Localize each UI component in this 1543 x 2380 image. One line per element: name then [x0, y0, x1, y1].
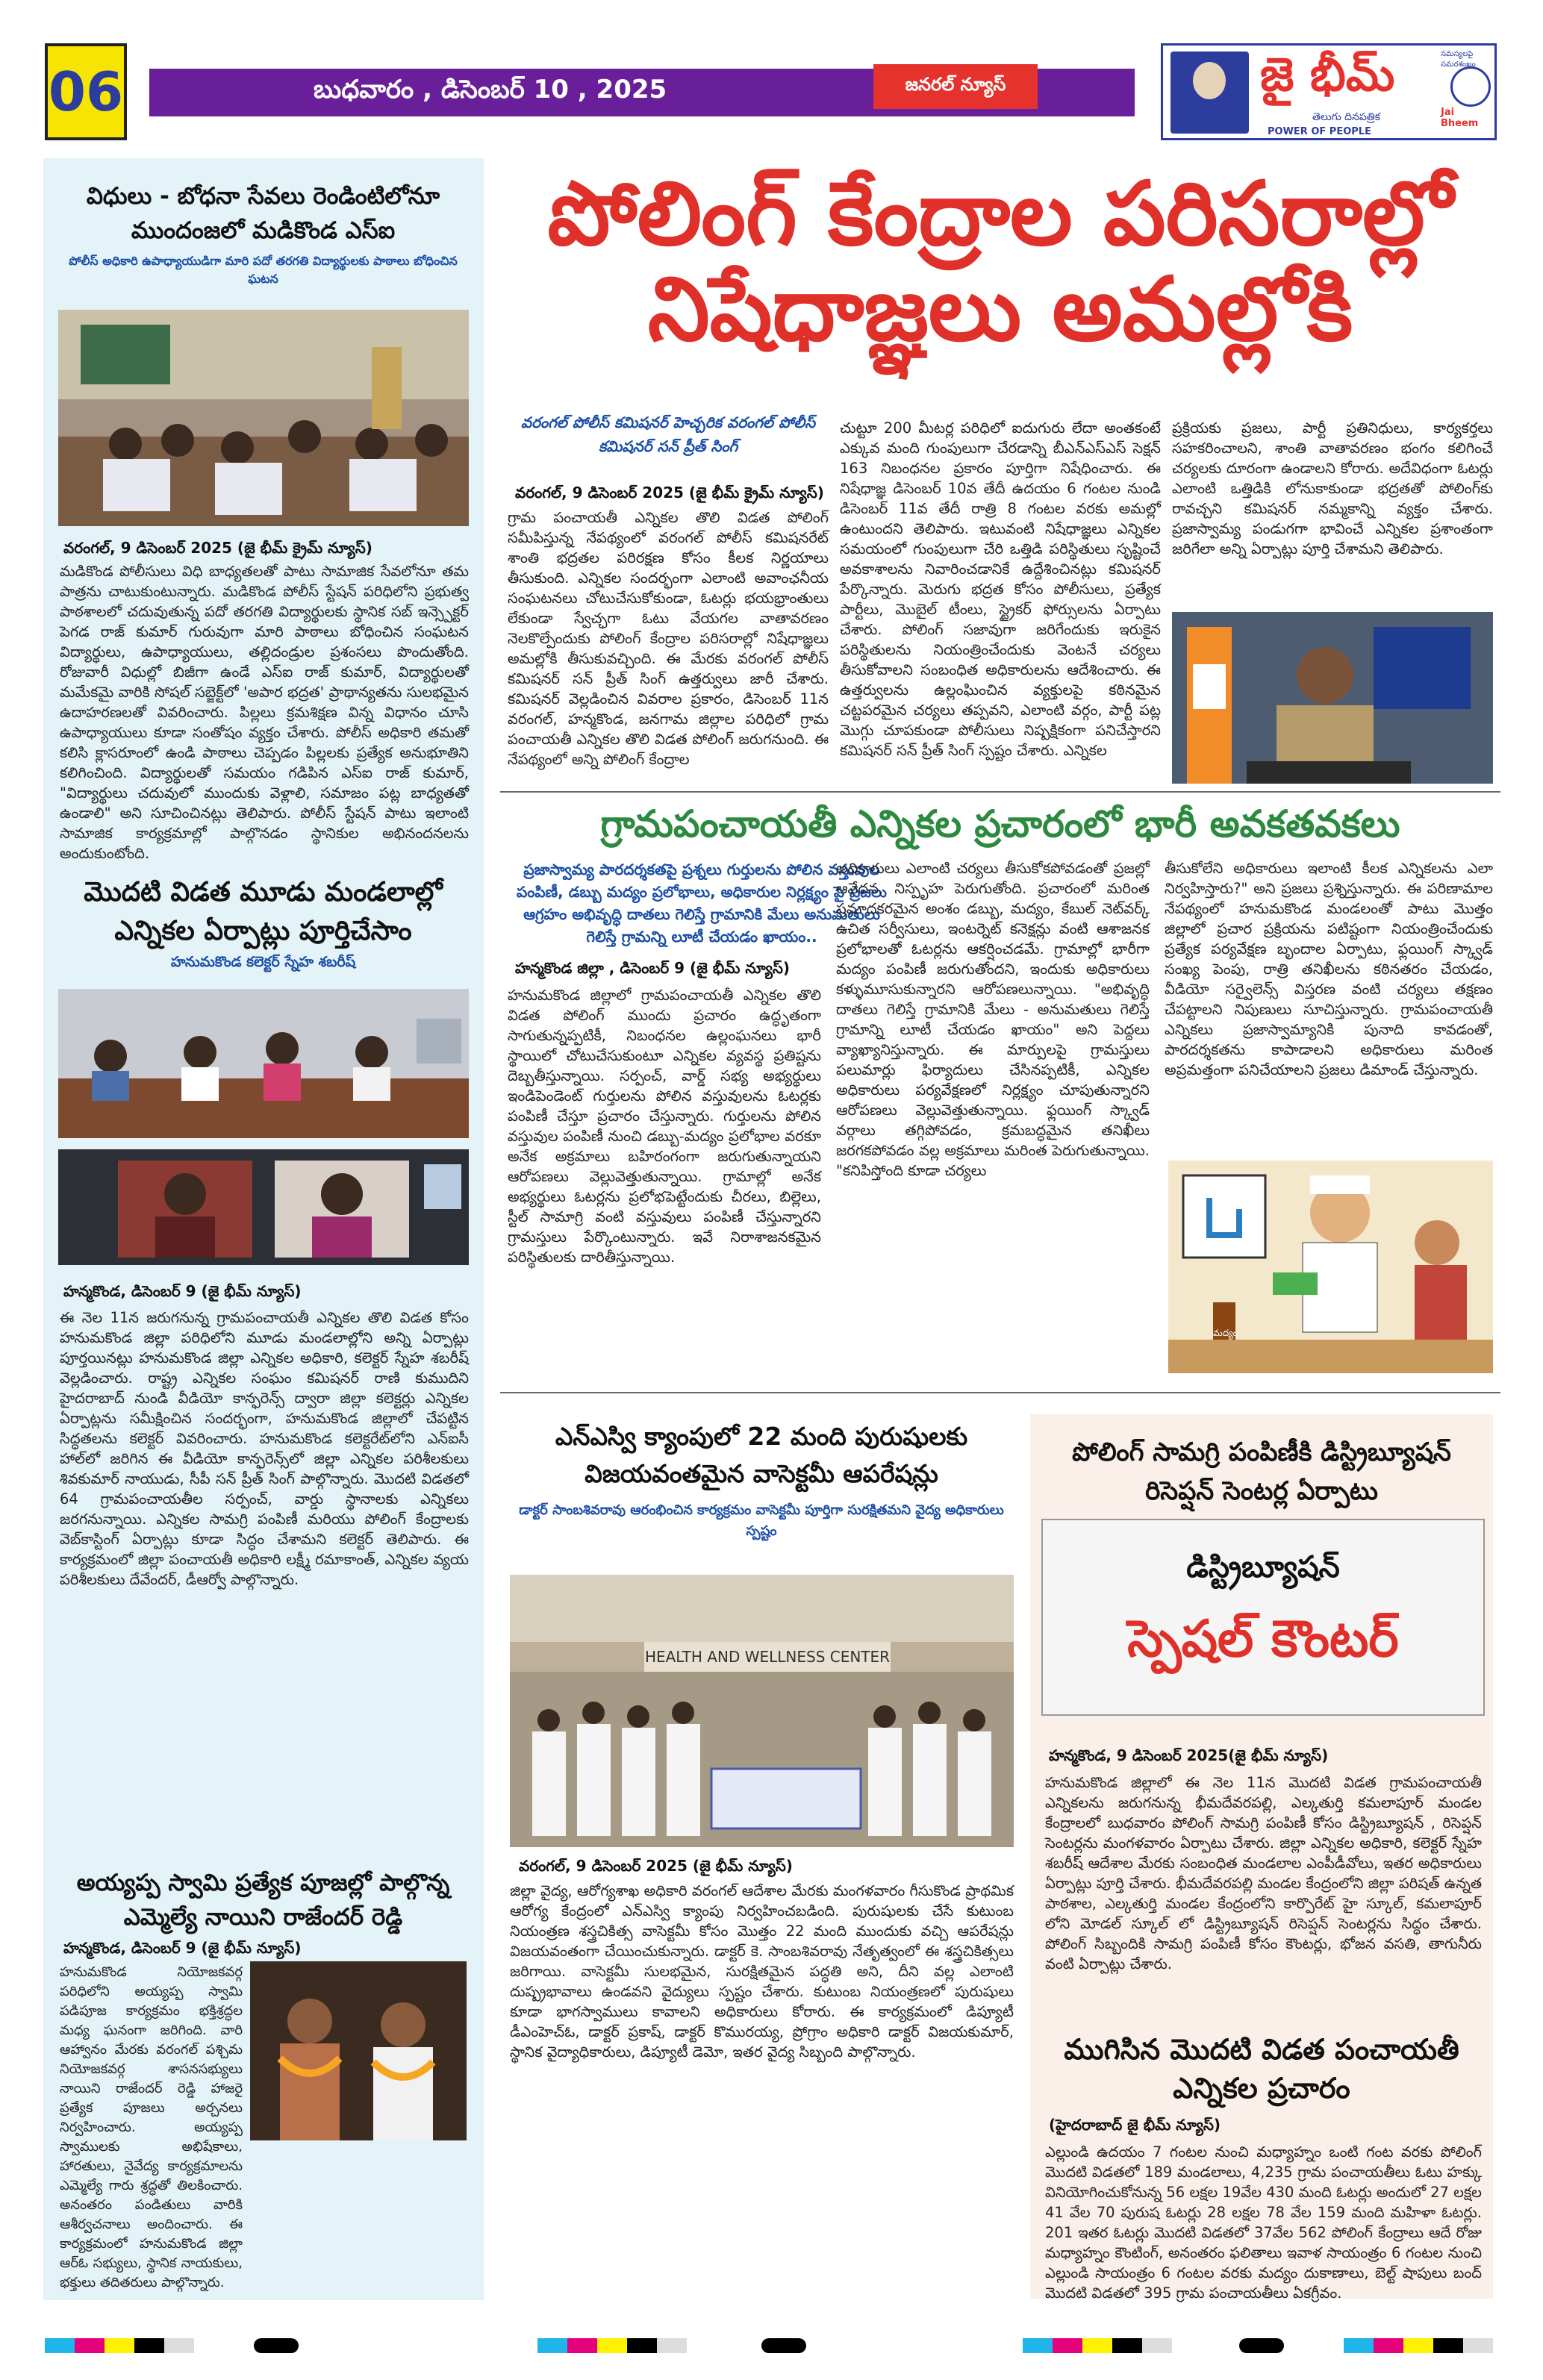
story2-dateline: హన్మకొండ జిల్లా , డిసెంబర్ 9 (జై భీమ్ న్యూస్)	[515, 959, 791, 977]
logo-brand: Jai Bheem	[1441, 107, 1479, 129]
ambedkar-portrait-icon	[1171, 51, 1249, 134]
logo-small-text: సమస్యలపై సమరశంఖం	[1441, 50, 1476, 69]
s1-body: మడికొండ పోలీసులు విధి బాధ్యతలతో పాటు సామాజిక సేవలోనూ తమ పాత్రను చాటుకుంటున్నారు. మడికొండ పోలీస్ స్టేషన్ పరిధిలోని ప్రభుత్వ పాఠశాలలో చదువుతున్న పదో తరగతి విద్యార్థులకు స్థానిక సబ్ ఇన్స్పెక్టర్ పెగడ రాజ్ కుమార్ గురువుగా మారి పాఠాలు బోధించిన సంఘటన విద్యార్థులు, ఉపాధ్యాయులు, తల్లిదండ్రుల ప్రశంసలు పొందుతోంది. రోజువారీ విధుల్లో బిజీగా ఉండే ఎస్ఐ రాజ్ కుమార్, విద్యార్థులతో మమేకమై వారికి సోషల్ సబ్జెక్ట్‌లో 'అపార భద్రత' ప్రాథాన్యతను సులభమైన ఉదాహరణలతో వివరించారు. పిల్లలు క్రమశిక్షణ విన్న విధానం చూసి ఉపాధ్యాయులు కూడా సంతోషం వ్యక్తం చేశారు. పోలీస్ అధికారి తమతో కలిసి క్లాసరూంలో ఉండి పాఠాలు చెప్పడం పిల్లలకు ప్రత్యేక అనుభూతిని కలిగించింది. విద్యార్థులతో సమయం గడిపిన ఎస్ఐ రాజ్ కుమార్, "విద్యార్థులు చదువులో ముందుకు వెళ్లాలి, సమాజం పట్ల బాధ్యతతో ఉండాలి" అని సూచించినట్లు తెలిపారు. పోలీస్ స్టేషన్ పాటు ఇలాంటి సామాజిక కార్యక్రమాల్లో పాల్గొనడం స్థానికుల అభినందనలను అందుకుంటోంది.	[60, 563, 469, 862]
election-cartoon-illustration	[1168, 1161, 1493, 1373]
special-counter-photo	[1041, 1519, 1485, 1716]
divider-1	[500, 791, 1500, 793]
s1-subheadline: పోలీస్ అధికారి ఉపాధ్యాయుడిగా మారి పదో తరగతి విద్యార్థులకు పాఠాలు బోధించిన ఘటన	[69, 254, 458, 286]
story3-headline: ఎన్ఎస్వి క్యాంపులో 22 మంది పురుషులకు విజయవంతమైన వాసెక్టమీ ఆపరేషన్లు	[555, 1422, 968, 1488]
video-conference-photo	[58, 1149, 469, 1265]
meeting-photo	[58, 989, 469, 1138]
pooja-illustration	[250, 1961, 467, 2140]
page-number: 06	[45, 43, 127, 140]
emblem-icon	[1450, 66, 1491, 107]
s3-headline: అయ్యప్ప స్వామి ప్రత్యేక పూజల్లో పాల్గొన్న ఎమ్మెల్యే నాయిని రాజేందర్ రెడ్డి	[76, 1870, 450, 1931]
story2-col2: అధికారులు ఎలాంటి చర్యలు తీసుకోకపోవడంతో ప్రజల్లో ఆవేదన, నిస్పృహ పెరుగుతోంది. ప్రచారంలో మరింత ప్రమాదకరమైన అంశం డబ్బు, మద్యం, కేబుల్ నెట్‌వర్క్ ఉచిత సర్వీసులు, ఇంటర్నెట్ కనెక్షన్లు వంటి ఆశాజనక ప్రలోభాలతో ఓటర్లను ఆకర్షించడమే. గ్రామాల్లో భారీగా మద్యం పంపిణీ జరుగుతోందని, ఇందుకు అధికారులు కళ్ళుమూసుకున్నారని ఆరోపణలున్నాయి. "అభివృద్ధి దాతలు గెలిస్తే గ్రామానికి మేలు - అనుమతులు గెలిస్తే గ్రామాన్ని లూటీ చేయడం ఖాయం" అని పెద్దలు వ్యాఖ్యానిస్తున్నారు. ఈ మార్పులపై గ్రామస్తులు పలుమార్లు ఫిర్యాదులు చేసినప్పటికీ, ఎన్నికల అధికారులు పర్యవేక్షణలో నిర్లక్ష్యం చూపుతున్నారని ఆరోపణలు వెల్లువెత్తుతున్నాయి. ఫ్లయింగ్ స్క్వాడ్ వర్గాలు తగ్గిపోవడం, క్రమబద్ధమైన తనిఖీలు జరగకపోవడం వల్ల అక్రమాలు మరింత పెరుగుతున్నాయి. "కనిపిస్తోంది కూడా చర్యలు	[836, 860, 1150, 1179]
color-bar-left	[45, 2338, 194, 2353]
bottle-label: మద్యం	[1213, 1328, 1238, 1338]
banner-main-text: స్పెషల్ కౌంటర్	[1127, 1610, 1399, 1669]
story3-body: జిల్లా వైద్య, ఆరోగ్యశాఖ అధికారి వరంగల్ ఆదేశాల మేరకు మంగళవారం గీసుకొండ ప్రాథమిక ఆరోగ్య కేంద్రంలో ఎన్ఎస్వి క్యాంపు నిర్వహించబడింది. పురుషులకు చేసే కుటుంబ నియంత్రణ శస్త్రచికిత్స వాసెక్టమీ కోసం మొత్తం 22 మంది ముందుకు వచ్చి ఆపరేషన్లు విజయవంతంగా చేయించుకున్నారు. డాక్టర్ కె. సాంబశివరావు నేతృత్వంలో ఈ శస్త్రచికిత్సలు జరిగాయి. వాసెక్టమీ సులభమైన, సురక్షితమైన పద్ధతి అని, దీని వల్ల ఎలాంటి దుష్ప్రభావాలు ఉండవని వైద్యులు స్పష్టం చేశారు. కుటుంబ నియంత్రణలో పురుషులు కూడా భాగస్వాములు కావాలని అధికారులు కోరారు. ఈ కార్యక్రమంలో డిప్యూటీ డీఎంహెచ్ఓ, డాక్టర్ ప్రకాష్, డాక్టర్ కొమురయ్య, ప్రోగ్రాం అధికారి డాక్టర్ విజయకుమార్, స్థానిక వైద్యాధికారులు, డిప్యూటీ డెమో, ఇతర వైద్య సిబ్బంది పాల్గొన్నారు.	[510, 1882, 1014, 2061]
story5-body: ఎల్లుండి ఉదయం 7 గంటల నుంచి మధ్యాహ్నం ఒంటి గంట వరకు పోలింగ్ మొదటి విడతలో 189 మండలాలు, 4,235 గ్రామ పంచాయతీలు ఓటు హక్కు వినియోగించుకోనున్న 56 లక్షల 19వేల 430 మంది ఓటర్లు అందులో 27 లక్షల 41 వేల 70 పురుష ఓటర్లు 28 లక్షల 78 వేల 159 మంది మహిళా ఓటర్లు. 201 ఇతర ఓటర్లు మొదటి విడతలో 37వేల 562 పోలింగ్ కేంద్రాలు ఆదే రోజు మధ్యాహ్నం కౌంటింగ్, అనంతరం ఫలితాలు ఇవాళ సాయంత్రం 6 గంటల నుంచి ఎల్లుండి సాయంత్రం 6 గంటల వరకు మద్యం దుకాణాలు, బెల్ట్ షాపులు బంద్ మొదటి విడతలో 395 గ్రామ పంచాయతీలు ఏకగ్రీవం.	[1045, 2143, 1482, 2302]
story4-headline: పోలింగ్ సామగ్రి పంపిణీకి డిస్ట్రిబ్యూషన్ రిసెప్షన్ సెంటర్ల ఏర్పాటు	[1072, 1437, 1451, 1506]
classroom-photo	[58, 310, 469, 526]
date-line: బుధవారం , డిసెంబర్ 10 , 2025	[314, 75, 667, 104]
meeting-illustration	[58, 989, 469, 1138]
logo-tagline: POWER OF PEOPLE	[1268, 126, 1371, 137]
story5-dateline: (హైదరాబాద్ జై భీమ్ న్యూస్)	[1049, 2116, 1221, 2134]
election-cartoon	[1168, 1161, 1493, 1373]
divider-2	[500, 1392, 1500, 1393]
registration-mark	[254, 2338, 299, 2353]
commissioner-illustration	[1172, 612, 1493, 784]
story2-headline: గ్రామపంచాయతీ ఎన్నికల ప్రచారంలో భారీ అవకతవకలు	[600, 802, 1400, 846]
main-col3: ప్రక్రియకు ప్రజలు, పార్టీ ప్రతినిధులు, కార్యకర్తలు సహకరించాలని, శాంతి వాతావరణం భంగం కలిగించే చర్యలకు దూరంగా ఉండాలని కోరారు. అదేవిధంగా ఓటర్లు ఎలాంటి ఒత్తిడికి లోనుకాకుండా భద్రతతో పోలింగ్‌కు రావచ్చని కమిషనర్ నమ్మకాన్ని వ్యక్తం చేశారు. ప్రజాస్వామ్య పండుగగా భావించే ఎన్నికల ప్రశాంతంగా జరిగేలా అన్ని ఏర్పాట్లు పూర్తి చేశామని తెలిపారు.	[1172, 419, 1493, 557]
story4-dateline: హన్మకొండ, 9 డిసెంబర్ 2025(జై భీమ్ న్యూస్)	[1049, 1746, 1329, 1764]
video-conference-illustration	[58, 1149, 469, 1265]
story5-headline: ముగిసిన మొదటి విడత పంచాయతీ ఎన్నికల ప్రచారం	[1064, 2033, 1459, 2105]
commissioner-photo	[1172, 612, 1493, 784]
main-col2: చుట్టూ 200 మీటర్ల పరిధిలో ఐదుగురు లేదా అంతకంటే ఎక్కువ మంది గుంపులుగా చేరడాన్ని బీఎన్ఎస్ఎస్ సెక్షన్ 163 నిబంధనల ప్రకారం పూర్తిగా నిషేధించారు. ఈ నిషేధాజ్ఞ డిసెంబర్ 10వ తేదీ ఉదయం 6 గంటల నుండి డిసెంబర్ 11వ తేదీ రాత్రి 8 గంటల వరకు అమల్లో ఉంటుందని తెలిపారు. ఇటువంటి నిషేధాజ్ఞలు ఎన్నికల సమయంలో గుంపులుగా చేరి ఒత్తిడి పరిస్థితులు సృష్టించే అవకాశాలను నివారించడానికే ఉద్దేశించినట్లు కమిషనర్ పేర్కొన్నారు. మెరుగు భద్రత కోసం పోలీసులు, ప్రత్యేక పార్టీలు, మొబైల్ టీంలు, స్ట్రైకర్ ఫోర్సులను ఏర్పాటు చేశారు. పోలింగ్ సజావుగా జరిగేందుకు ఇరుకైన పరిస్థితులను నియంత్రించేందుకు వెంటనే చర్యలు తీసుకోవాలని సంబంధిత అధికారులను ఆదేశించారు. ఈ ఉత్తర్వులను ఉల్లంఘించిన వ్యక్తులపై కఠినమైన చట్టపరమైన చర్యలు తప్పవని, ఎలాంటి వర్గం, పార్టీ పట్ల మొగ్గు చూపకుండా పోలీసులు నిష్పక్షికంగా పనిచేస్తారని కమిషనర్ సన్ ప్రీత్ సింగ్ స్పష్టం చేశారు. ఎన్నికల	[840, 419, 1161, 759]
section-tag: జనరల్ న్యూస్	[873, 64, 1038, 109]
main-subheadline: వరంగల్ పోలీస్ కమిషనర్ హెచ్చరిక వరంగల్ పోలీస్ కమిషనర్ సన్ ప్రీత్ సింగ్	[520, 413, 816, 455]
main-headline: పోలింగ్ కేంద్రాల పరిసరాల్లో నిషేధాజ్ఞలు అమల్లోకి	[547, 162, 1453, 360]
s2-subheadline: హనుమకొండ కలెక్టర్ స్నేహ శబరీష్	[170, 954, 356, 970]
s3-dateline: హన్మకొండ, డిసెంబర్ 9 (జై భీమ్ న్యూస్)	[63, 1939, 302, 1957]
registration-mark-2	[761, 2338, 806, 2353]
s1-dateline: వరంగల్, 9 డిసెంబర్ 2025 (జై భీమ్ క్రైమ్ న్యూస్)	[63, 539, 372, 557]
story3-dateline: వరంగల్, 9 డిసెంబర్ 2025 (జై భీమ్ న్యూస్)	[519, 1857, 793, 1875]
pooja-photo	[250, 1961, 467, 2140]
main-col1: గ్రామ పంచాయతీ ఎన్నికల తొలి విడత పోలింగ్ సమీపిస్తున్న నేపథ్యంలో వరంగల్ పోలీస్ కమిషనరేట్ శాంతి భద్రతల పరిరక్షణ కోసం కీలక నిర్ణయాలు తీసుకుంది. ఎన్నికల సందర్భంగా ఎలాంటి అవాంఛనీయ సంఘటనలు చోటుచేసుకోకుండా, ఓటర్లు భయభ్రాంతులు లేకుండా స్వేచ్ఛగా ఓటు వేయగల వాతావరణం నెలకొల్పేందుకు పోలింగ్ కేంద్రాల పరిసరాల్లో నిషేధాజ్ఞలు అమల్లోకి తీసుకువచ్చింది. ఈ మేరకు వరంగల్ పోలీస్ కమిషనర్ సన్ ప్రీత్ సింగ్ ఉత్తర్వులు జారీ చేశారు. కమిషనర్ వెల్లడించిన వివరాల ప్రకారం, డిసెంబర్ 11న వరంగల్, హన్మకొండ, జనగామ జిల్లాల పరిధిలో గ్రామ పంచాయతీ ఎన్నికల తొలి విడత పోలింగ్ జరుగనుంది. ఈ నేపథ్యంలో అన్ని పోలింగ్ కేంద్రాల	[508, 509, 829, 768]
story4-body: హనుమకొండ జిల్లాలో ఈ నెల 11న మొదటి విడత గ్రామపంచాయతీ ఎన్నికలను జరుగనున్న భీమదేవరపల్లి, ఎల్కతుర్తి కమలాపూర్ మండల కేంద్రాలలో బుధవారం పోలింగ్ సామగ్రి పంపిణీ కోసం డిస్ట్రిబ్యూషన్ , రిసెప్షన్ సెంటర్లను మంగళవారం ఏర్పాటు చేశారు. జిల్లా ఎన్నికల అధికారి, కలెక్టర్ స్నేహ శబరీష్ ఆదేశాల మేరకు సంబంధిత మండలాల ఎంపీడీవోలు, ఇతర అధికారులు ఏర్పాట్లు పూర్తి చేశారు. భీమదేవరపల్లి మండల కేంద్రంలోని జిల్లా పరిషత్ ఉన్నత పాఠశాల, ఎల్కతుర్తి మండల కేంద్రంలోని కార్పొరేట్ హై స్కూల్, కమలాపూర్ లోని మోడల్ స్కూల్ లో డిస్ట్రిబ్యూషన్ రిసెప్షన్ సెంటర్లను సిద్ధం చేశారు. పోలింగ్ సిబ్బందికి సామగ్రి పంపిణీ కోసం కౌంటర్లు, భోజన వసతి, తాగునీరు వంటి ఏర్పాట్లు చేశారు.	[1045, 1774, 1482, 1973]
color-bar-far-right	[1344, 2338, 1493, 2353]
story2-col1: హనుమకొండ జిల్లాలో గ్రామపంచాయతీ ఎన్నికల తొలి విడత పోలింగ్ ముందు ప్రచారం ఉద్ధృతంగా సాగుతున్నప్పటికీ, నిబంధనల ఉల్లంఘనలు భారీ స్థాయిలో చోటుచేసుకుంటూ ఎన్నికల వ్యవస్థ ప్రతిష్టను దెబ్బతీస్తున్నాయి. సర్పంచ్, వార్డ్ సభ్య అభ్యర్థులు ఇండిపెండెంట్ గుర్తులను పోలిన వస్తువులను ఓటర్లకు పంపిణీ చేస్తూ ప్రచారం చేస్తున్నారు. గుర్తులను పోలిన వస్తువుల పంపిణీ నుంచి డబ్బు-మద్యం ప్రలోభాల వరకూ అనేక అక్రమాలు బహిరంగంగా జరుగుతున్నాయని ఆరోపణలు వెల్లువెత్తుతున్నాయి. గ్రామాల్లో అనేక అభ్యర్థులు ఓటర్లను ప్రలోభపెట్టేందుకు చీరలు, బిల్లెలు, స్టీల్ సామాగ్రి వంటి వస్తువులు పంపిణీ చేస్తున్నారని గ్రామస్తులు పేర్కొంటున్నారు. ఇవే నిరాశాజనకమైన పరిస్థితులకు దారితీస్తున్నాయి.	[508, 987, 821, 1266]
main-dateline: వరంగల్, 9 డిసెంబర్ 2025 (జై భీమ్ క్రైమ్ న్యూస్)	[515, 484, 824, 502]
banner-top-text: డిస్ట్రిబ్యూషన్	[1186, 1550, 1340, 1584]
masthead-logo	[1161, 43, 1497, 140]
s2-headline: మొదటి విడత మూడు మండలాల్లో ఎన్నికల ఏర్పాట్లు పూర్తిచేసాం	[84, 877, 443, 946]
story3-subheadline: డాక్టర్ సాంబశివరావు ఆరంభించిన కార్యక్రమం వాసెక్టమీ పూర్తిగా సురక్షితమని వైద్య అధికారులు స్పష్టం	[519, 1502, 1004, 1539]
logo-subtitle: తెలుగు దినపత్రిక	[1312, 111, 1381, 123]
color-bar-center	[537, 2338, 687, 2353]
story2-col3: తీసుకోలేని అధికారులు ఇలాంటి కీలక ఎన్నికలను ఎలా నిర్వహిస్తారు?" అని ప్రజలు ప్రశ్నిస్తున్నారు. ఈ పరిణామాల నేపథ్యంలో హనుమకొండ మండలంతో పాటు మొత్తం జిల్లాలో ప్రచార ప్రక్రియను పటిష్టంగా నియంత్రించేందుకు ప్రత్యేక పర్యవేక్షణ బృందాల ఏర్పాటు, ఫ్లయింగ్ స్క్వాడ్ సంఖ్య పెంపు, రాత్రి తనిఖీలను కఠినతరం చేయడం, వీడియో సర్వైలెన్స్ విస్తరణ వంటి చర్యలు తక్షణం చేపట్టాలని నిపుణులు సూచిస్తున్నారు. గ్రామపంచాయతీ ఎన్నికలు ప్రజాస్వామ్యానికి పునాది కావడంతో, పారదర్శకతను కాపాడాలని అధికారులు మరింత అప్రమత్తంగా పనిచేయాలని ప్రజలు డిమాండ్ చేస్తున్నారు.	[1165, 860, 1493, 1078]
s2-body: ఈ నెల 11న జరుగనున్న గ్రామపంచాయతీ ఎన్నికల తొలి విడత కోసం హనుమకొండ జిల్లా పరిధిలోని మూడు మండలాల్లోని అన్ని ఏర్పాట్లు పూర్తయినట్లు హనుమకొండ జిల్లా ఎన్నికల అధికారి, కలెక్టర్ స్నేహ శబరీష్ వెల్లడించారు. రాష్ట్ర ఎన్నికల సంఘం కమిషనర్ రాణి కుముదిని హైదరాబాద్ నుండి వీడియో కాన్ఫరెన్స్ ద్వారా జిల్లా కలెక్టర్లు ఎన్నికల ఏర్పాట్లను సమీక్షించిన సందర్భంగా, హనుమకొండ జిల్లాలో చేపట్టిన సిద్ధతలను కలెక్టర్ వివరించారు. హనుమకొండ కలెక్టరేట్‌లోని ఎన్ఐసీ హాల్‌లో జరిగిన ఈ వీడియో కాన్ఫరెన్స్‌లో జిల్లా ఎన్నికల పరిశీలకులు శివకుమార్ నాయుడు, సీపీ సన్ ప్రీత్ సింగ్ పాల్గొన్నారు. మొదటి విడతలో 64 గ్రామపంచాయతీల సర్పంచ్, వార్డు స్థానాలకు ఎన్నికలు జరగనున్నాయి. ఎన్నికల సామగ్రి పంపిణీ మరియు పోలింగ్ కేంద్రాలకు వెబ్‌కాస్టింగ్ ఏర్పాట్లు కూడా సిద్ధం చేశామని కలెక్టర్ తెలిపారు. ఈ కార్యక్రమంలో జిల్లా పంచాయతీ అధికారి లక్ష్మీ రమాకాంత్, ఎన్నికల వ్యయ పరిశీలకులు దేవేందర్, డీఆర్వో పాల్గొన్నారు.	[60, 1309, 469, 1588]
color-bar-right	[1023, 2338, 1172, 2353]
health-center-illustration	[510, 1575, 1014, 1847]
story2-subheadline: ప్రజాస్వామ్య పారదర్శకతపై ప్రశ్నలు గుర్తులను పోలిన వస్తువుల పంపిణీ, డబ్బు మద్యం ప్రలోభాలు, అధికారుల నిర్లక్ష్యం పై ప్రజలు ఆగ్రహం అభివృద్ధి దాతలు గెలిస్తే గ్రామానికి మేలు అనుమతులు గెలిస్తే గ్రామన్ని లూటీ చేయడం ఖాయం..	[517, 861, 887, 946]
s2-dateline: హన్మకొండ, డిసెంబర్ 9 (జై భీమ్ న్యూస్)	[63, 1282, 302, 1300]
health-center-photo	[510, 1575, 1014, 1847]
health-center-sign: HEALTH AND WELLNESS CENTER	[644, 1648, 891, 1666]
registration-mark-3	[1239, 2338, 1284, 2353]
s1-headline: విధులు - బోధనా సేవలు రెండింటిలోనూ ముందంజలో మడికొండ ఎస్ఐ	[86, 183, 440, 244]
classroom-illustration	[58, 310, 469, 526]
s3-body-top: హనుమకొండ నియోజకవర్గ పరిధిలోని అయ్యప్ప స్వామి పడిపూజ కార్యక్రమం భక్తిశ్రద్ధల మధ్య ఘనంగా జరిగింది. వారి ఆహ్వానం మేరకు వరంగల్ పశ్చిమ నియోజకవర్గ శాసనసభ్యులు నాయిని రాజేందర్ రెడ్డి హాజరై ప్రత్యేక పూజలు అర్చనలు నిర్వహించారు. అయ్యప్ప స్వాములకు అభిషేకాలు, హారతులు, నైవేద్య కార్యక్రమాలను ఎమ్మెల్యే గారు శ్రద్ధతో తిలకించారు. అనంతరం పండితులు వారికి ఆశీర్వచనాలు అందించారు. ఈ కార్యక్రమంలో హనుమకొండ జిల్లా ఆర్ఓ సభ్యులు, స్థానిక నాయకులు, భక్తులు తదితరులు పాల్గొన్నారు.	[60, 1964, 243, 2290]
logo-title: జై భీమ్	[1260, 47, 1395, 101]
